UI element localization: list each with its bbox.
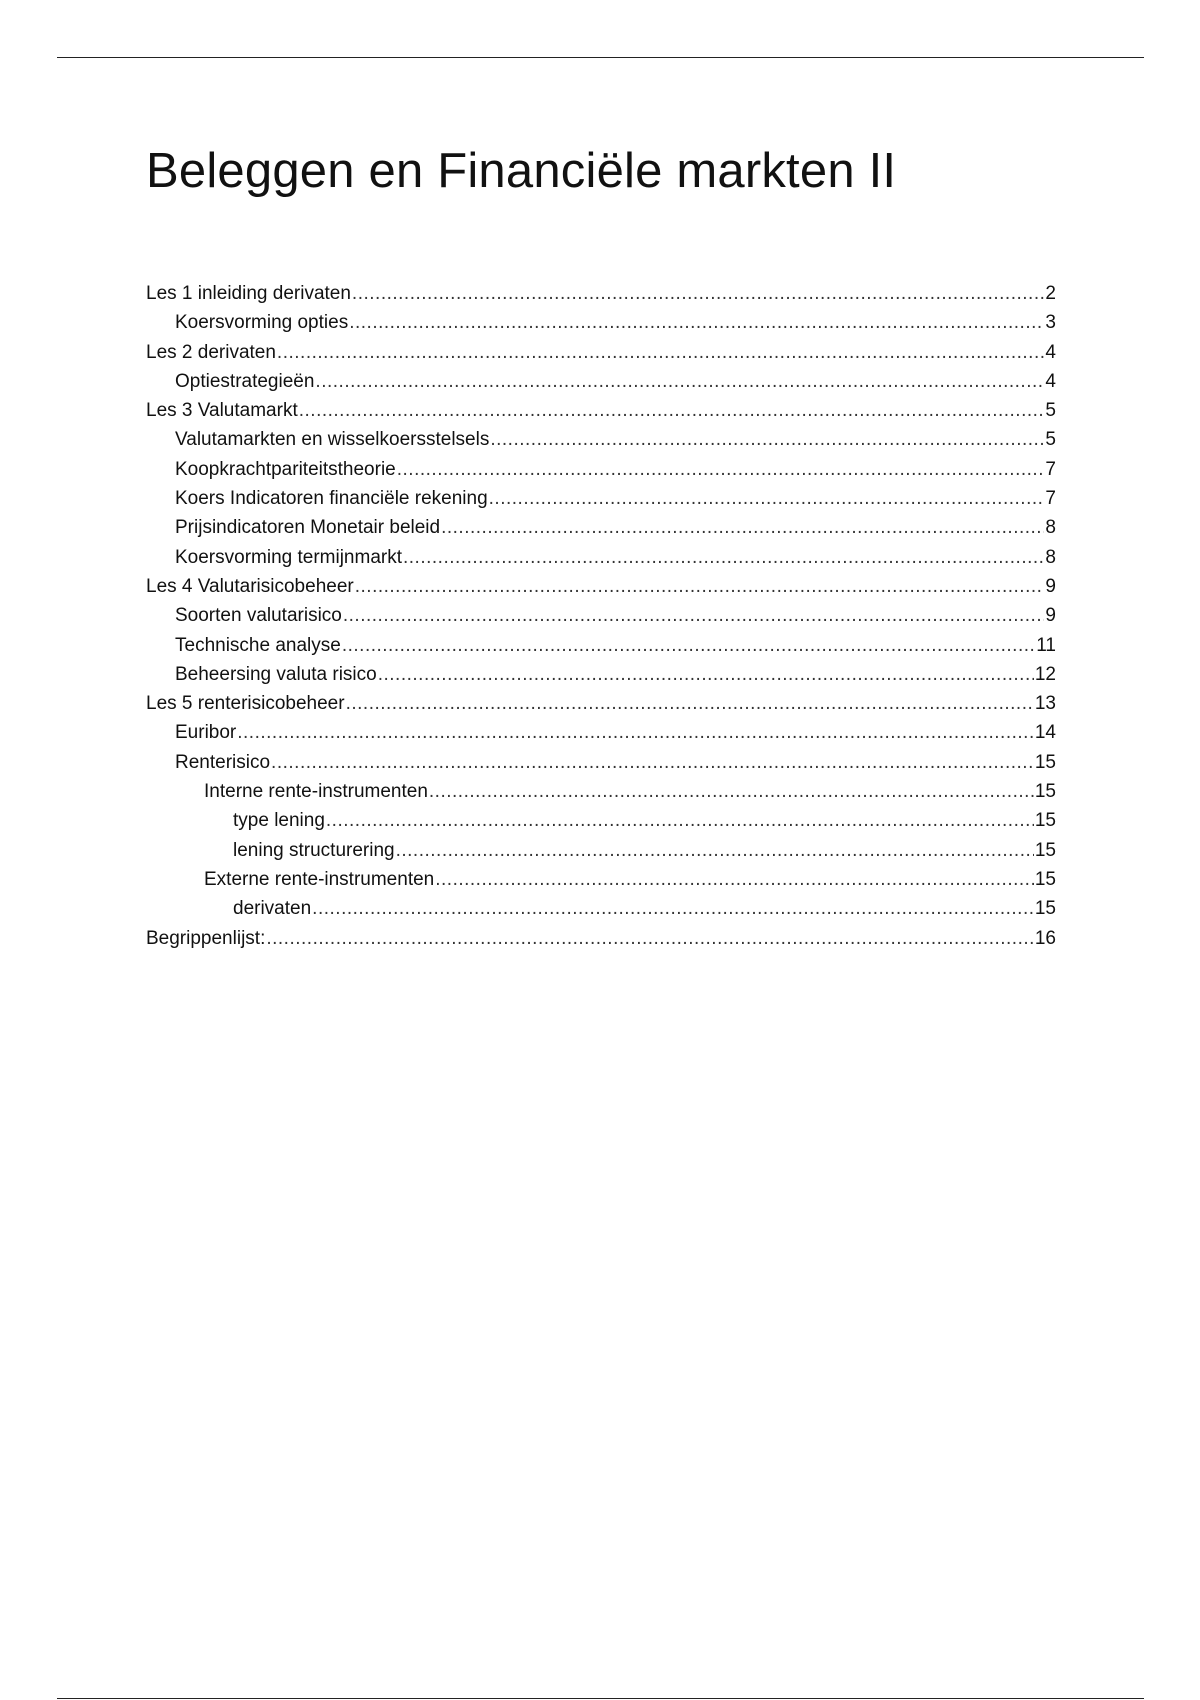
toc-entry[interactable] — [146, 924, 1056, 953]
toc-leader-dots — [349, 308, 1044, 337]
toc-leader-dots — [312, 894, 1034, 923]
toc-leader-dots — [237, 718, 1034, 747]
toc-entry[interactable] — [146, 777, 1056, 806]
toc-entry[interactable] — [146, 718, 1056, 747]
toc-page-number: 12 — [1034, 663, 1056, 685]
toc-entry-text: Externe rente-instrumenten — [204, 868, 435, 890]
toc-leader-dots — [489, 484, 1045, 513]
toc-entry-text: Renterisico — [175, 751, 271, 773]
toc-entry-text: Interne rente-instrumenten — [204, 781, 428, 803]
toc-entry-text: Les 1 inleiding derivaten — [146, 283, 351, 304]
toc-entry[interactable] — [146, 513, 1056, 542]
toc-entry[interactable] — [146, 894, 1056, 923]
toc-leader-dots — [490, 425, 1044, 454]
toc-leader-dots — [429, 777, 1034, 806]
toc-entry[interactable] — [146, 748, 1056, 777]
toc-entry[interactable] — [146, 572, 1056, 601]
toc-page-number: 5 — [1045, 400, 1056, 422]
toc-entry-text: Koersvorming termijnmarkt — [175, 546, 402, 568]
toc-entry[interactable] — [146, 631, 1056, 660]
toc-leader-dots — [326, 806, 1034, 835]
toc-entry[interactable] — [146, 455, 1056, 484]
toc-page-number: 8 — [1045, 546, 1056, 568]
toc-page-number: 15 — [1034, 839, 1056, 861]
toc-entry[interactable] — [146, 484, 1056, 513]
footer-rule — [57, 1698, 1144, 1699]
toc-entry[interactable] — [146, 806, 1056, 835]
toc-page-number: 15 — [1034, 898, 1056, 920]
toc-leader-dots — [343, 601, 1045, 630]
toc-entry[interactable] — [146, 279, 1056, 308]
toc-entry[interactable] — [146, 396, 1056, 425]
toc-entry-text: Technische analyse — [175, 634, 341, 656]
toc-entry-text: Beheersing valuta risico — [175, 663, 377, 685]
toc-leader-dots — [441, 513, 1044, 542]
toc-leader-dots — [352, 279, 1045, 308]
toc-entry[interactable] — [146, 543, 1056, 572]
toc-page-number: 15 — [1034, 868, 1056, 890]
toc-page-number: 4 — [1045, 370, 1056, 392]
page-title: Beleggen en Financiële markten II — [146, 144, 897, 198]
toc-page-number: 7 — [1045, 458, 1056, 480]
toc-entry-text: derivaten — [233, 898, 312, 920]
toc-page-number: 15 — [1034, 810, 1056, 832]
toc-entry[interactable] — [146, 660, 1056, 689]
toc-entry[interactable] — [146, 689, 1056, 718]
toc-entry[interactable] — [146, 367, 1056, 396]
toc-entry-text: Optiestrategieën — [175, 370, 315, 392]
toc-page-number: 3 — [1045, 312, 1056, 334]
toc-entry-text: Les 3 Valutamarkt — [146, 400, 298, 422]
toc-page-number: 11 — [1036, 634, 1056, 656]
toc-entry[interactable] — [146, 865, 1056, 894]
toc-leader-dots — [378, 660, 1034, 689]
toc-entry-text: Prijsindicatoren Monetair beleid — [175, 517, 441, 539]
toc-leader-dots — [271, 748, 1034, 777]
toc-page-number: 4 — [1045, 341, 1056, 363]
toc-entry-text: Koopkrachtpariteitstheorie — [175, 458, 396, 480]
toc-leader-dots — [315, 367, 1044, 396]
toc-leader-dots — [299, 396, 1045, 425]
toc-entry[interactable] — [146, 338, 1056, 367]
toc-page-number: 16 — [1034, 927, 1056, 949]
toc-page-number: 13 — [1034, 693, 1056, 715]
toc-leader-dots — [397, 455, 1045, 484]
toc-page-number: 2 — [1045, 283, 1056, 304]
toc-leader-dots — [435, 865, 1034, 894]
toc-entry[interactable] — [146, 308, 1056, 337]
toc-entry-text: Les 5 renterisicobeheer — [146, 693, 345, 715]
toc-entry-text: Soorten valutarisico — [175, 605, 342, 627]
toc-entry-text: type lening — [233, 810, 325, 832]
toc-page-number: 14 — [1034, 722, 1056, 744]
toc-leader-dots — [266, 924, 1034, 953]
toc-entry-text: Koers Indicatoren financiële rekening — [175, 488, 488, 510]
toc-page-number: 7 — [1045, 488, 1056, 510]
toc-entry[interactable] — [146, 601, 1056, 630]
toc-page-number: 15 — [1034, 781, 1056, 803]
toc-entry-text: Valutamarkten en wisselkoersstelsels — [175, 429, 490, 451]
table-of-contents — [146, 279, 1056, 953]
toc-entry-text: Koersvorming opties — [175, 312, 349, 334]
header-rule — [57, 57, 1144, 58]
toc-page-number: 9 — [1045, 575, 1056, 597]
toc-entry[interactable] — [146, 836, 1056, 865]
toc-entry-text: Les 4 Valutarisicobeheer — [146, 575, 354, 597]
toc-leader-dots — [346, 689, 1034, 718]
toc-entry[interactable] — [146, 425, 1056, 454]
toc-page-number: 15 — [1034, 751, 1056, 773]
toc-leader-dots — [277, 338, 1045, 367]
toc-leader-dots — [396, 836, 1034, 865]
toc-entry-text: Les 2 derivaten — [146, 341, 276, 363]
toc-page-number: 8 — [1045, 517, 1056, 539]
toc-leader-dots — [342, 631, 1035, 660]
toc-entry-text: Begrippenlijst: — [146, 927, 266, 949]
toc-leader-dots — [355, 572, 1045, 601]
toc-page-number: 5 — [1045, 429, 1056, 451]
toc-leader-dots — [403, 543, 1044, 572]
toc-entry-text: Euribor — [175, 722, 237, 744]
toc-entry-text: lening structurering — [233, 839, 395, 861]
toc-page-number: 9 — [1045, 605, 1056, 627]
